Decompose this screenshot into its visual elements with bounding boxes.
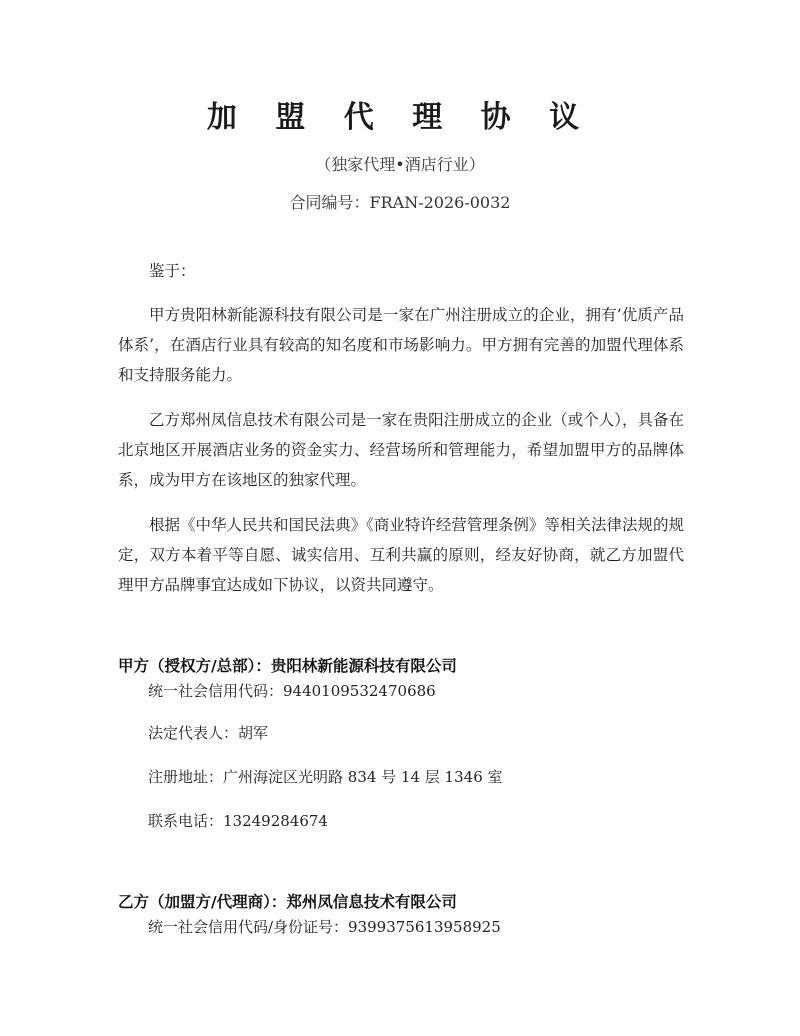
paragraph-3-text: 根据《中华人民共和国民法典》《商业特许经营管理条例》等相关法律法规的规定，双方本着平等自愿、诚实信用、互利共赢的原则，经友好协商，就乙方加盟代理甲方品牌事宜达成如下协议，以资共同遵守。 <box>118 516 684 594</box>
contract-number: 合同编号：FRAN-2026-0032 <box>289 193 511 212</box>
paragraph-2-text: 乙方郑州凤信息技术有限公司是一家在贵阳注册成立的企业（或个人），具备在北京地区开展酒店业务的资金实力、经营场所和管理能力，希望加盟甲方的品牌体系，成为甲方在该地区的独家代理。 <box>118 411 684 489</box>
party-a-legal-rep: 法定代表人：胡军 <box>148 724 269 742</box>
party-a-phone: 联系电话：13249284674 <box>148 812 328 830</box>
document-subtitle: （独家代理•酒店行业） <box>315 155 485 174</box>
paragraph-1 <box>118 300 684 390</box>
party-a-heading: 甲方（授权方/总部）：贵阳林新能源科技有限公司 <box>118 657 457 675</box>
preamble-label <box>118 256 684 286</box>
party-a-address: 注册地址：广州海淀区光明路 834 号 14 层 1346 室 <box>148 768 503 786</box>
paragraph-3 <box>118 510 684 600</box>
party-a-credit-code: 统一社会信用代码：9440109532470686 <box>148 682 436 700</box>
party-b-credit-code: 统一社会信用代码/身份证号：9399375613958925 <box>148 918 501 936</box>
paragraph-1-text: 甲方贵阳林新能源科技有限公司是一家在广州注册成立的企业，拥有’优质产品体系’，在酒店行业具有较高的知名度和市场影响力。甲方拥有完善的加盟代理体系和支持服务能力。 <box>118 306 684 384</box>
paragraph-2 <box>118 405 684 495</box>
document-title: 加 盟 代 理 协 议 <box>206 100 594 135</box>
preamble-text: 鉴于： <box>149 262 196 280</box>
party-b-heading: 乙方（加盟方/代理商）：郑州凤信息技术有限公司 <box>118 893 457 911</box>
